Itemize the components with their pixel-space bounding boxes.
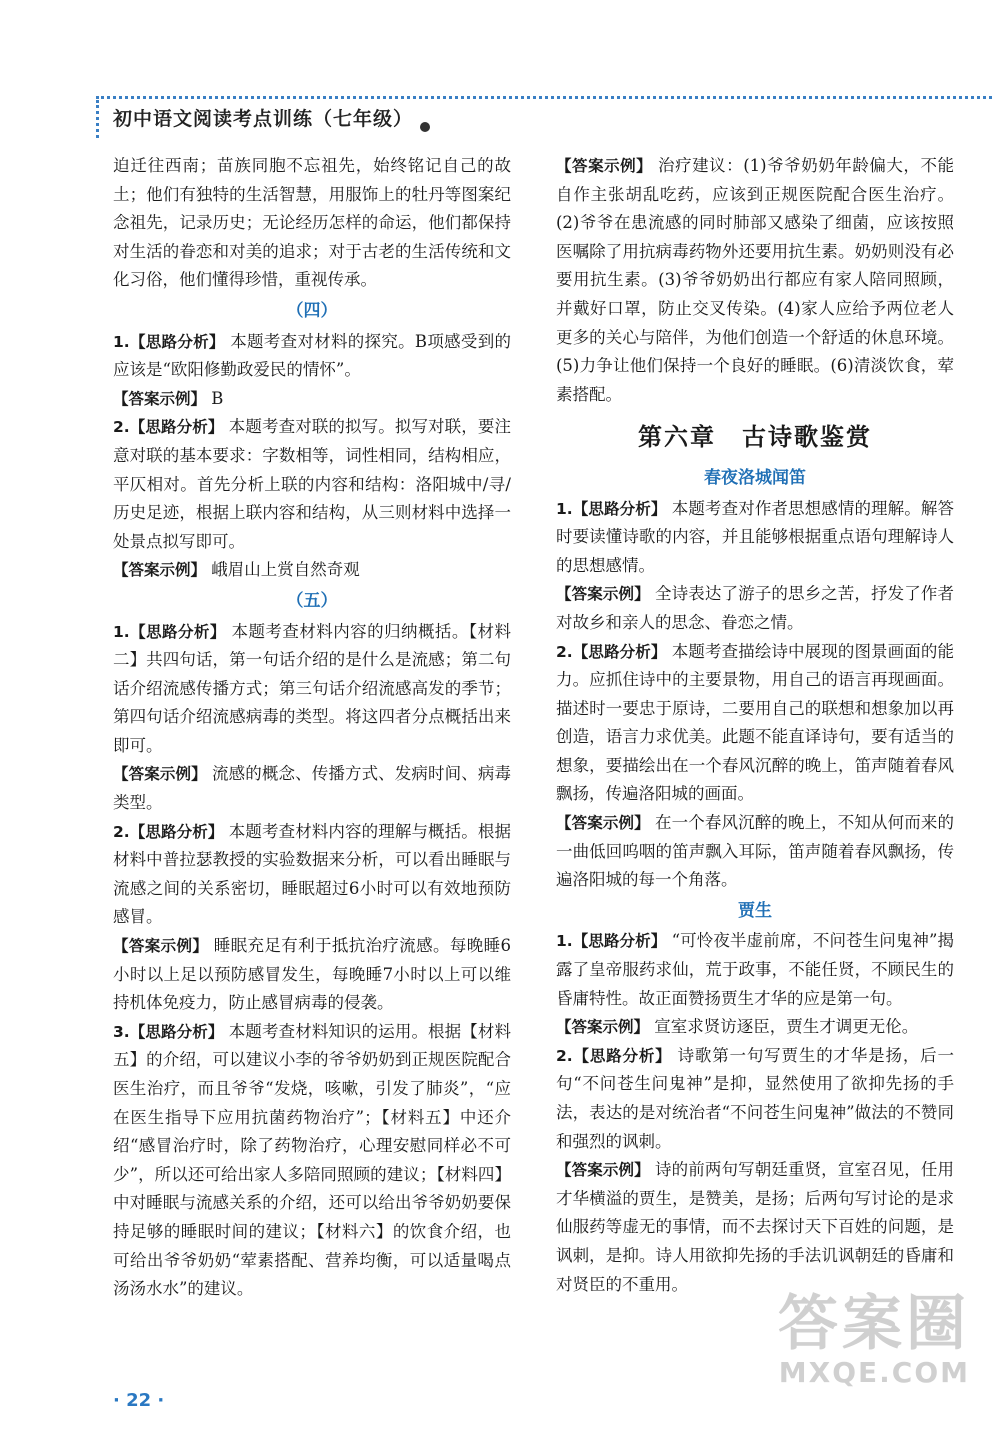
- answer-paragraph: [556, 495, 954, 581]
- answer-text: 峨眉山上赏自然奇观: [211, 560, 360, 580]
- answer-text: 治疗建议：(1)爷爷奶奶年龄偏大，不能自作主张胡乱吃药，应该到正规医院配合医生治疗。(2)爷爷在患流感的同时肺部又感染了细菌，应该按照医嘱除了用抗病毒药物外还要用抗生素。奶奶则没有必要用抗生素。(3)爷爷奶奶出行都应有家人陪同照顾，并戴好口罩，防止交叉传染。(4)家人应给予两位老人更多的关心与陪伴，为他们创造一个舒适的休息环境。(5)力争让他们保持一个良好的睡眠。(6)清淡饮食，荤素搭配。: [556, 156, 955, 404]
- watermark-logo: [730, 1289, 970, 1412]
- header-dotted-rule: [96, 96, 992, 99]
- answer-text: 诗的前两句写朝廷重贤，宣室召见，任用才华横溢的贾生，是赞美，是扬；后两句写讨论的是求仙服药等虚无的事情，而不去探讨天下百姓的问题，是讽刺，是抑。诗人用欲抑先扬的手法讥讽朝廷的昏庸和对贤臣的不重用。: [556, 1160, 954, 1294]
- answer-tag: 2.【思路分析】: [556, 1046, 672, 1065]
- answer-text: 本题考查描绘诗中展现的图景画面的能力。应抓住诗中的主要景物，用自己的语言再现画面。描述时一要忠于原诗，二要用自己的联想和想象加以再创造，语言力求优美。此题不能直译诗句，要有适当的想象，要描绘出在一个春风沉醉的晚上，笛声随着春风飘扬，传遍洛阳城的画面。: [556, 641, 954, 804]
- section-heading: 春夜洛城闻笛: [704, 467, 806, 488]
- answer-paragraph: [113, 760, 511, 817]
- answer-paragraph: [556, 927, 954, 1013]
- page-number: · 22 ·: [113, 1390, 165, 1411]
- answer-text: B: [211, 388, 224, 408]
- answer-tag: 【答案示例】: [556, 157, 653, 175]
- section-heading: （四）: [286, 300, 338, 321]
- answer-tag: 【答案示例】: [113, 765, 207, 784]
- answer-paragraph: [113, 618, 511, 761]
- answer-text: 本题考查材料知识的运用。根据【材料五】的介绍，可以建议小李的爷爷奶奶到正规医院配合医生治疗，而且爷爷“发烧，咳嗽，引发了肺炎”，“应在医生指导下应用抗菌药物治疗”；【材料五】中还介绍“感冒治疗时，除了药物治疗，心理安慰同样必不可少”，所以还可给出家人多陪同照顾的建议；【材料四】中对睡眠与流感关系的介绍，还可以给出爷爷奶奶要保持足够的睡眠时间的建议；【材料六】的饮食介绍，也可给出爷爷奶奶“荤素搭配、营养均衡，可以适量喝点汤汤水水”的建议。: [113, 1021, 511, 1299]
- right-column: [556, 152, 954, 1299]
- answer-text: 在一个春风沉醉的晚上，不知从何而来的一曲低回呜咽的笛声飘入耳际，笛声随着春风飘扬，传遍洛阳城的每一个角落。: [556, 813, 954, 890]
- header-dotted-left-border: [96, 100, 99, 138]
- answer-paragraph: [556, 638, 954, 810]
- answer-tag: 【答案示例】: [556, 585, 650, 604]
- answer-tag: 【答案示例】: [113, 937, 209, 956]
- answer-paragraph: [113, 1018, 511, 1304]
- header-bullet-icon: [420, 122, 430, 132]
- answer-paragraph: [556, 809, 954, 895]
- chapter-title: 第六章 古诗歌鉴赏: [638, 423, 872, 452]
- answer-paragraph: [556, 152, 954, 409]
- answer-tag: 【答案示例】: [113, 389, 207, 408]
- answer-tag: 2.【思路分析】: [113, 822, 224, 841]
- watermark-url: MXQE.COM: [778, 1356, 970, 1389]
- answer-paragraph: [113, 818, 511, 932]
- answer-tag: 2.【思路分析】: [113, 418, 224, 437]
- answer-tag: 【答案示例】: [556, 1018, 650, 1037]
- answer-tag: 【答案示例】: [556, 814, 650, 833]
- answer-text: 流感的概念、传播方式、发病时间、病毒类型。: [113, 764, 511, 813]
- answer-paragraph: [113, 556, 511, 585]
- answer-paragraph: [113, 932, 511, 1018]
- left-column: [113, 152, 511, 1304]
- answer-tag: 3.【思路分析】: [113, 1022, 224, 1041]
- answer-text: 本题考查对联的拟写。拟写对联，要注意对联的基本要求：字数相等，词性相同，结构相应，平仄相对。首先分析上联的内容和结构：洛阳城中/寻/历史足迹，根据上联内容和结构，从三则材料中选择一处景点拟写即可。: [113, 417, 511, 551]
- book-title: 初中语文阅读考点训练（七年级）: [113, 108, 414, 130]
- answer-text: 全诗表达了游子的思乡之苦，抒发了作者对故乡和亲人的思念、眷恋之情。: [556, 584, 954, 632]
- answer-tag: 2.【思路分析】: [556, 642, 667, 661]
- answer-paragraph: [556, 580, 954, 637]
- answer-text: 诗歌第一句写贾生的才华是扬，后一句“不问苍生问鬼神”是抑，显然使用了欲抑先扬的手法，表达的是对统治者“不问苍生问鬼神”做法的不赞同和强烈的讽刺。: [556, 1045, 954, 1151]
- answer-text: 本题考查对作者思想感情的理解。解答时要读懂诗歌的内容，并且能够根据重点语句理解诗人的思想感情。: [556, 498, 954, 575]
- answer-text: 本题考查对材料的探究。B项感受到的应该是“欧阳修勤政爱民的情怀”。: [113, 331, 511, 380]
- answer-tag: 【答案示例】: [113, 561, 207, 580]
- answer-paragraph: [113, 385, 511, 414]
- answer-paragraph: [113, 413, 511, 556]
- answer-paragraph: [556, 1013, 954, 1042]
- answer-tag: 【答案示例】: [556, 1161, 650, 1180]
- answer-text: 本题考查材料内容的理解与概括。根据材料中普拉瑟教授的实验数据来分析，可以看出睡眠与流感之间的关系密切，睡眠超过6小时可以有效地预防感冒。: [113, 821, 511, 927]
- answer-paragraph: [556, 1042, 954, 1156]
- section-heading: （五）: [286, 590, 338, 611]
- watermark-text: 答案圈: [778, 1289, 970, 1359]
- answer-tag: 1.【思路分析】: [113, 332, 225, 351]
- paragraph: 迫迁往西南；苗族同胞不忘祖先，始终铭记自己的故土；他们有独特的生活智慧，用服饰上的牡丹等图案纪念祖先，记录历史；无论经历怎样的命运，他们都保持对生活的眷恋和对美的追求；对于古老的生活传统和文化习俗，他们懂得珍惜，重视传承。: [113, 156, 511, 290]
- answer-text: 宣室求贤访逐臣，贾生才调更无伦。: [654, 1017, 919, 1037]
- answer-paragraph: [113, 328, 511, 385]
- section-heading: 贾生: [738, 900, 772, 921]
- answer-text: 本题考查材料内容的归纳概括。【材料二】共四句话，第一句话介绍的是什么是流感；第二句话介绍流感传播方式；第三句话介绍流感高发的季节；第四句话介绍流感病毒的类型。将这四者分点概括出来即可。: [113, 621, 511, 755]
- answer-tag: 1.【思路分析】: [556, 932, 667, 951]
- answer-paragraph: [556, 1156, 954, 1299]
- answer-text: 睡眠充足有利于抵抗治疗流感。每晚睡6小时以上足以预防感冒发生，每晚睡7小时以上可以维持机体免疫力，防止感冒病毒的侵袭。: [113, 936, 511, 1013]
- answer-tag: 1.【思路分析】: [556, 499, 667, 518]
- answer-text: “可怜夜半虚前席，不问苍生问鬼神”揭露了皇帝服药求仙，荒于政事，不能任贤，不顾民生的昏庸特性。故正面赞扬贾生才华的应是第一句。: [556, 931, 954, 1008]
- answer-tag: 1.【思路分析】: [113, 622, 226, 641]
